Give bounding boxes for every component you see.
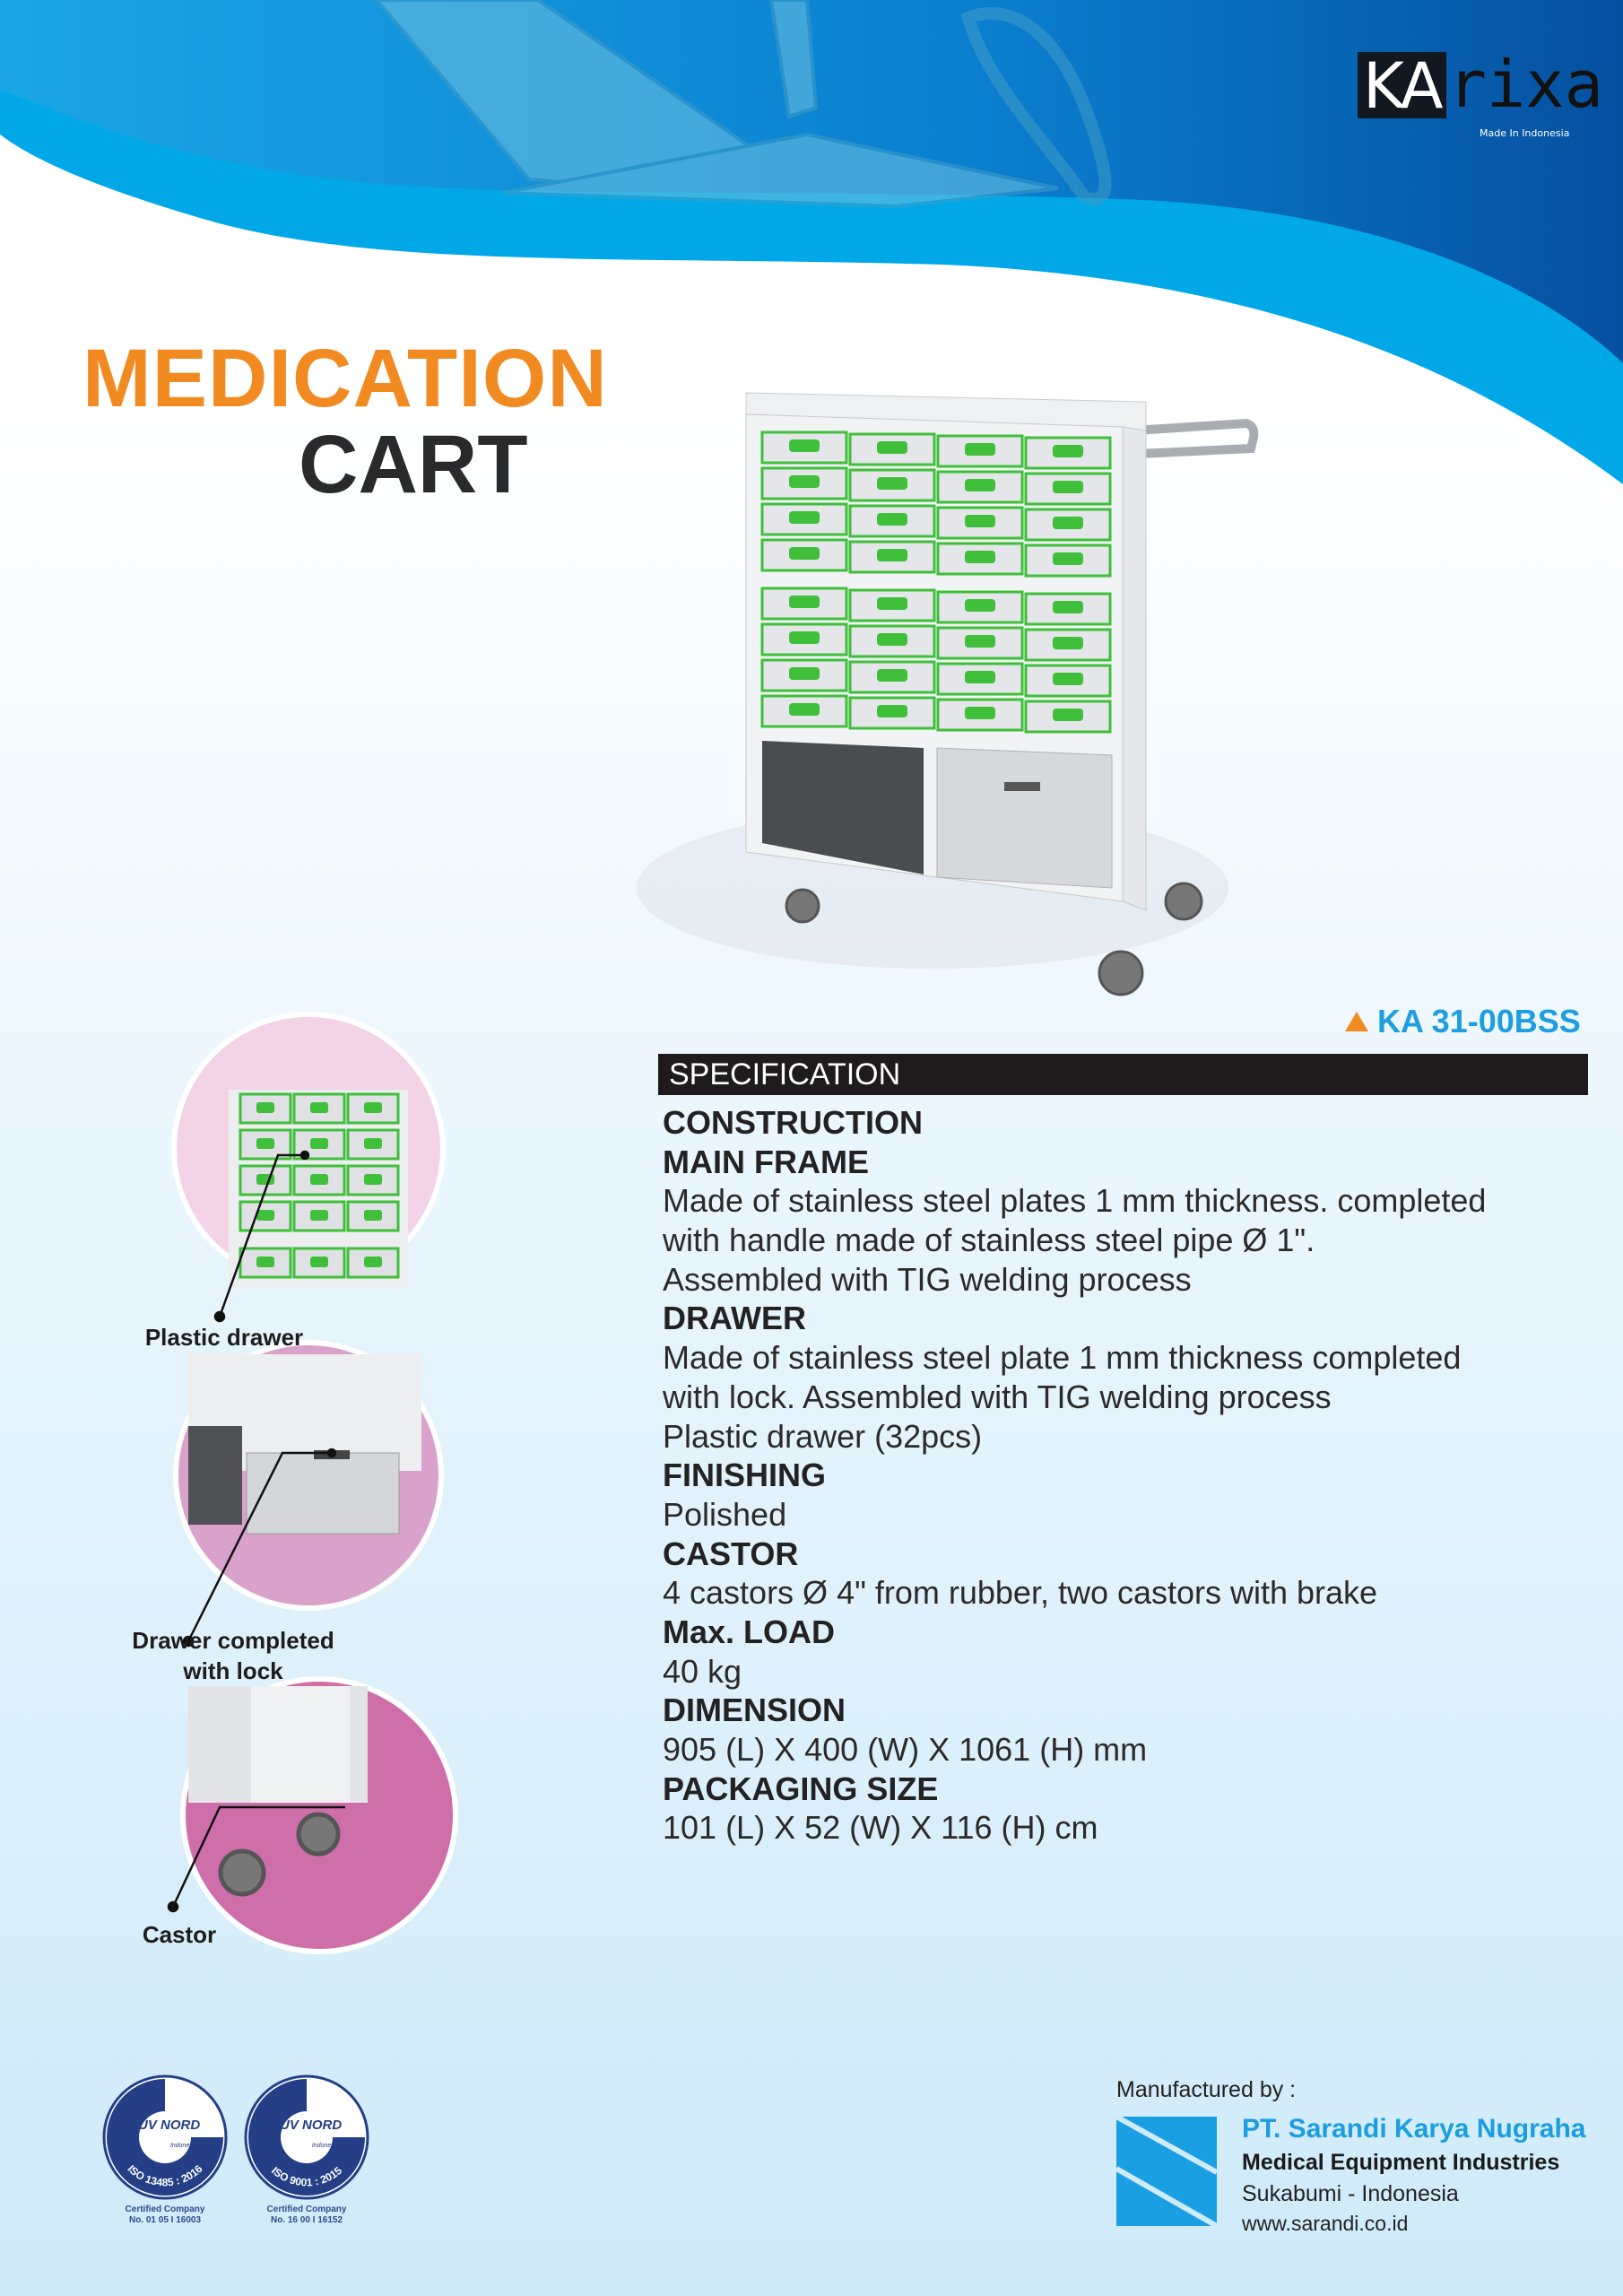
specification-header: SPECIFICATION: [658, 1054, 1588, 1095]
company-website[interactable]: www.sarandi.co.id: [1242, 2212, 1409, 2235]
tuv-nord-seal: [243, 2074, 370, 2201]
plastic-drawer: [1026, 665, 1110, 696]
sarandi-logo: [1116, 2117, 1217, 2226]
spec-text: 101 (L) X 52 (W) X 116 (H) cm: [663, 1809, 1098, 1847]
plastic-drawer: [762, 588, 846, 619]
medication-cart-image: [628, 386, 1291, 1013]
plastic-drawer: [240, 1094, 291, 1123]
logo-box-text: KA: [1358, 52, 1446, 118]
spec-heading: CONSTRUCTION: [663, 1104, 923, 1141]
plastic-drawer: [850, 542, 934, 572]
plastic-drawer: [850, 626, 934, 657]
plastic-drawer: [850, 662, 934, 692]
plastic-drawer: [240, 1248, 291, 1277]
spec-text: Polished: [663, 1495, 787, 1533]
manufacturer-block: [1116, 2076, 1586, 2235]
plastic-drawer: [850, 434, 934, 465]
plastic-drawer: [1026, 509, 1110, 540]
cert-region: Indonesia: [311, 2143, 340, 2149]
cert-region: Indonesia: [169, 2143, 198, 2149]
spec-heading: PACKAGING SIZE: [663, 1770, 939, 1807]
plastic-drawer: [348, 1202, 398, 1231]
label-plastic-drawer: Plastic drawer: [144, 1324, 304, 1351]
plastic-drawer: [1026, 474, 1110, 504]
spec-text: 4 castors Ø 4" from rubber, two castors with brake: [663, 1574, 1378, 1612]
cert-issuer: TÜV NORD: [129, 2118, 201, 2133]
plastic-drawer: [348, 1166, 398, 1195]
plastic-drawer: [938, 544, 1022, 574]
cert-line2: No. 01 05 I 16003: [128, 2215, 202, 2225]
label-drawer-lock-line2: with lock: [183, 1657, 283, 1684]
spec-text: 905 (L) X 400 (W) X 1061 (H) mm: [663, 1731, 1148, 1768]
plastic-drawer: [294, 1094, 344, 1123]
title-line1: MEDICATION: [82, 333, 608, 424]
karixa-logo: [1358, 47, 1603, 151]
plastic-drawer: [348, 1130, 398, 1159]
spec-text: with handle made of stainless steel pipe Ø 1".: [663, 1222, 1315, 1259]
label-drawer-lock-line1: Drawer completed: [132, 1627, 334, 1654]
spec-text: Made of stainless steel plates 1 mm thickness. completed: [663, 1182, 1487, 1220]
plastic-drawer: [850, 470, 934, 500]
plastic-drawer: [1026, 630, 1110, 660]
plastic-drawer: [938, 592, 1022, 622]
spec-text: 40 kg: [663, 1652, 742, 1690]
spec-heading: DIMENSION: [663, 1692, 846, 1729]
plastic-drawer: [1026, 438, 1110, 468]
detail-castor-image: [183, 1679, 456, 1952]
plastic-drawer: [1026, 701, 1110, 732]
plastic-drawer: [240, 1202, 291, 1231]
cert-line1: Certified Company: [266, 2205, 347, 2214]
plastic-drawer: [938, 436, 1022, 466]
spec-text: Assembled with TIG welding process: [663, 1260, 1192, 1298]
tuv-nord-seal: [101, 2074, 229, 2201]
detail-images: [135, 1004, 475, 1973]
company-division: Medical Equipment Industries: [1242, 2150, 1560, 2175]
logo-text: rixa: [1447, 47, 1603, 122]
plastic-drawer: [762, 504, 846, 535]
plastic-drawer: [762, 468, 846, 499]
plastic-drawer: [294, 1202, 344, 1231]
plastic-drawer: [938, 472, 1022, 502]
plastic-drawer: [850, 506, 934, 536]
spec-heading: Max. LOAD: [663, 1613, 836, 1650]
plastic-drawer: [762, 696, 846, 726]
spec-heading: DRAWER: [663, 1300, 806, 1337]
model-number: [1345, 1003, 1581, 1040]
spec-heading: FINISHING: [663, 1457, 827, 1494]
plastic-drawer: [938, 508, 1022, 538]
plastic-drawer: [294, 1248, 344, 1277]
title-line2: CART: [299, 419, 528, 510]
cert-standard: ISO 9001 : 2015: [268, 2164, 345, 2189]
certification-badge: [243, 2074, 370, 2226]
cert-line2: No. 16 00 I 16152: [270, 2215, 343, 2225]
plastic-drawer: [348, 1248, 398, 1277]
plastic-drawer: [294, 1166, 344, 1195]
manufactured-by-label: Manufactured by :: [1116, 2077, 1297, 2102]
plastic-drawer: [762, 540, 846, 570]
company-name: PT. Sarandi Karya Nugraha: [1242, 2114, 1586, 2144]
logo-tagline: Made In Indonesia: [1480, 127, 1570, 139]
detail-plastic-drawer-image: [174, 1014, 443, 1287]
triangle-icon: [1345, 1012, 1368, 1031]
specification-list: [663, 1103, 1613, 1848]
plastic-drawer: [850, 698, 934, 728]
plastic-drawer: [762, 660, 846, 691]
spec-heading: MAIN FRAME: [663, 1143, 869, 1180]
spec-text: Made of stainless steel plate 1 mm thickness completed: [663, 1339, 1462, 1377]
detail-lock-drawer-image: [176, 1343, 441, 1608]
spec-text: with lock. Assembled with TIG welding process: [663, 1378, 1332, 1415]
plastic-drawer: [938, 628, 1022, 658]
model-text: KA 31-00BSS: [1377, 1003, 1581, 1039]
cert-issuer: TÜV NORD: [271, 2118, 343, 2133]
plastic-drawer: [938, 700, 1022, 730]
company-location: Sukabumi - Indonesia: [1242, 2181, 1459, 2206]
plastic-drawer: [348, 1094, 398, 1123]
plastic-drawer: [1026, 594, 1110, 624]
spec-heading: CASTOR: [663, 1535, 799, 1572]
label-castor: Castor: [142, 1921, 217, 1948]
spec-text: Plastic drawer (32pcs): [663, 1417, 983, 1455]
plastic-drawer: [762, 432, 846, 463]
certification-badge: [101, 2074, 229, 2226]
plastic-drawer: [762, 624, 846, 655]
plastic-drawer: [850, 590, 934, 621]
plastic-drawer: [1026, 545, 1110, 576]
cert-line1: Certified Company: [125, 2205, 205, 2214]
plastic-drawer: [938, 664, 1022, 694]
cert-standard: ISO 13485 : 2016: [125, 2162, 205, 2189]
